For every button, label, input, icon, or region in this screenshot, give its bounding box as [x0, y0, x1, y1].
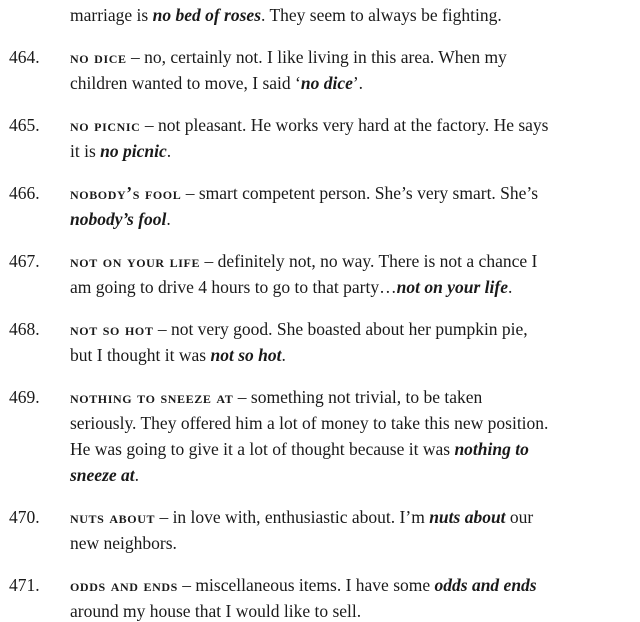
entry-line — [70, 140, 171, 162]
entry-number: 469. — [9, 387, 40, 407]
idiom-emphasis: nuts about — [429, 507, 506, 527]
entry-text: seriously. They offered him a lot of money to take this new position. — [70, 413, 549, 433]
entry-text: He was going to give it a lot of thought because it was — [70, 439, 455, 459]
entry-line — [70, 386, 482, 408]
entry-line — [70, 182, 538, 204]
entry-text: . — [507, 277, 513, 297]
idiom-term: nothing to sneeze at — [70, 387, 234, 407]
entry-line — [70, 438, 529, 460]
entry-text: am going to drive 4 hours to go to that party… — [70, 277, 397, 297]
entry-number: 466. — [9, 183, 40, 203]
entry-line — [70, 276, 512, 298]
entry-line — [70, 46, 507, 68]
entry-number: 465. — [9, 115, 40, 135]
entry-number: 468. — [9, 319, 40, 339]
entry-text: – something not trivial, to be taken — [233, 387, 483, 407]
idiom-term: no picnic — [70, 115, 141, 135]
idiom-emphasis: no dice — [300, 73, 353, 93]
entry-number: 470. — [9, 507, 40, 527]
entry-text: ’. — [352, 73, 364, 93]
entry-text: . — [166, 209, 171, 229]
entry-line — [70, 464, 139, 486]
entry-text: – in love with, enthusiastic about. I’m — [155, 507, 430, 527]
idiom-emphasis: not so hot — [210, 345, 282, 365]
entry-text: children wanted to move, I said ‘ — [70, 73, 301, 93]
entry-text: – not very good. She boasted about her pumpkin pie, — [153, 319, 528, 339]
entry-number: 467. — [9, 251, 40, 271]
entry-number: 471. — [9, 575, 40, 595]
entry-number: 464. — [9, 47, 40, 67]
idiom-term: no dice — [70, 47, 127, 67]
entry-line — [70, 506, 533, 528]
idiom-term: odds and ends — [70, 575, 178, 595]
idiom-term: not so hot — [70, 319, 154, 339]
entry-text: . — [134, 465, 140, 485]
entry-text: . They seem to always be fighting. — [261, 5, 502, 25]
entry-text: new neighbors. — [70, 533, 177, 553]
entry-line — [70, 600, 361, 622]
idiom-emphasis: nothing to — [454, 439, 529, 459]
entry-text: . — [166, 141, 172, 161]
idiom-emphasis: odds and ends — [434, 575, 537, 595]
entry-text: but I thought it was — [70, 345, 211, 365]
entry-line — [70, 318, 528, 340]
idiom-term: nuts about — [70, 507, 156, 527]
entry-text: marriage is — [70, 5, 153, 25]
entry-line — [70, 344, 286, 366]
entry-text: – no, certainly not. I like living in this area. When my — [126, 47, 507, 67]
entry-text: – definitely not, no way. There is not a chance I — [200, 251, 538, 271]
entry-line — [70, 412, 548, 434]
idiom-emphasis: no bed of roses — [152, 5, 262, 25]
entry-text: – not pleasant. He works very hard at the factory. He says — [140, 115, 549, 135]
entry-text: it is — [70, 141, 101, 161]
entry-line — [70, 532, 177, 554]
idiom-term: not on your life — [70, 251, 201, 271]
idiom-emphasis: no picnic — [100, 141, 167, 161]
entry-text: our — [505, 507, 534, 527]
idiom-emphasis: nobody’s fool — [70, 209, 167, 229]
idiom-term: nobody’s fool — [70, 183, 182, 203]
entry-line — [70, 574, 537, 596]
entry-line — [70, 72, 363, 94]
entry-text: . — [281, 345, 286, 365]
idiom-emphasis: not on your life — [396, 277, 508, 297]
entry-text: around my house that I would like to sell. — [70, 601, 362, 621]
continuation-line — [70, 4, 502, 26]
entry-text: – miscellaneous items. I have some — [177, 575, 435, 595]
entry-text: – smart competent person. She’s very smart. She’s — [181, 183, 539, 203]
entry-line — [70, 250, 537, 272]
entry-line — [70, 114, 549, 136]
idiom-emphasis: sneeze at — [70, 465, 135, 485]
entry-line — [70, 208, 171, 230]
